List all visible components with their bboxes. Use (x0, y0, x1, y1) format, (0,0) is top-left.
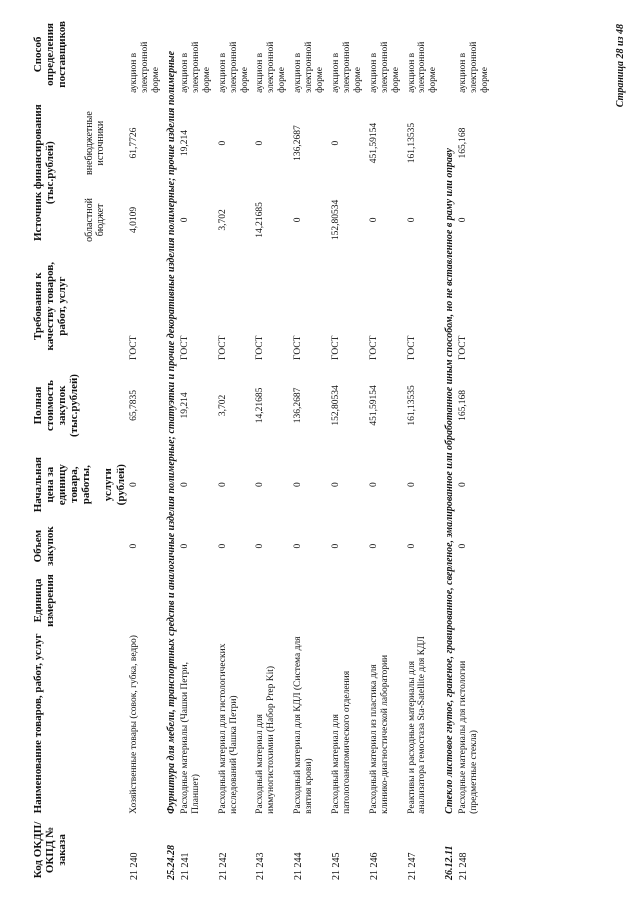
row-total: 3,702 (217, 394, 228, 417)
row-unit (369, 571, 407, 630)
row-regional: 0 (368, 217, 379, 223)
row-total: 152,80534 (330, 385, 341, 426)
table-row (180, 13, 218, 883)
row-unit (180, 571, 218, 630)
row-price: 0 (255, 482, 266, 488)
row-offbudget: 161,13535 (406, 122, 417, 164)
row-requirement: ГОСТ (330, 335, 341, 360)
section-code: 25.24.28 (166, 845, 178, 880)
section-title: Стекло листовое гнутое, граненое, гравированное, сверленое, эмалированное или обработанное иным способом, но не вставленное в раму или оправу (444, 148, 456, 814)
price-header-bottom: услуги (рублей) (102, 464, 127, 506)
col-requirements-header: Требования к качеству товаров, работ, услуг (32, 261, 69, 351)
row-method: аукцион в электронной форме (217, 41, 250, 93)
row-total: 14,21685 (255, 387, 266, 424)
row-unit (255, 571, 293, 630)
col-total-header: Полная стоимость закупок (тыс.рублей) (32, 374, 81, 437)
section-code: 26.12.11 (444, 845, 456, 880)
row-requirement: ГОСТ (457, 335, 468, 360)
row-volume: 0 (457, 543, 468, 549)
row-code: 21 244 (293, 852, 305, 880)
row-code: 21 247 (406, 852, 418, 880)
row-total: 161,13535 (406, 385, 417, 426)
row-price: 0 (406, 482, 417, 488)
row-unit (218, 571, 256, 630)
table-row (331, 13, 369, 883)
table-body (129, 13, 496, 883)
row-price: 0 (179, 482, 190, 488)
row-name: Хозяйственные товары (совок, губка, ведро) (128, 635, 139, 814)
row-regional: 152,80534 (330, 199, 341, 241)
row-regional: 4,0109 (128, 206, 139, 233)
row-name: Расходный материал для КДЛ (Система для взятия крови) (293, 636, 315, 814)
table-row (129, 13, 167, 883)
row-method: аукцион в электронной форме (330, 41, 363, 93)
row-offbudget: 19,214 (179, 130, 190, 157)
row-method: аукцион в электронной форме (457, 41, 490, 93)
row-method: аукцион в электронной форме (368, 41, 401, 93)
table-row (293, 13, 331, 883)
row-requirement: ГОСТ (217, 335, 228, 360)
row-code: 21 246 (368, 852, 380, 880)
row-price: 0 (368, 482, 379, 488)
section-title: Фурнитура для мебели, транспортных средств и аналогичные изделия полимерные; статуэтки и прочие декоративные изделия полимерные; прочие изделия полимерные (166, 50, 178, 814)
table-row (255, 13, 293, 883)
row-method: аукцион в электронной форме (293, 41, 326, 93)
table-row (407, 13, 445, 883)
row-price: 0 (217, 482, 228, 488)
row-volume: 0 (330, 543, 341, 549)
row-regional: 14,21685 (255, 202, 266, 238)
col-regional-header: областной бюджет (83, 198, 106, 242)
row-regional: 0 (457, 217, 468, 223)
row-name: Расходные материалы (Чашки Петри, Планшет) (179, 662, 201, 814)
row-method: аукцион в электронной форме (128, 41, 161, 93)
row-offbudget: 61,7726 (128, 127, 139, 159)
row-regional: 0 (179, 217, 190, 223)
row-requirement: ГОСТ (293, 335, 304, 360)
row-name: Расходный материал для иммуногистохимии (Набор Prep Kit) (255, 665, 277, 814)
row-code: 21 245 (330, 852, 342, 880)
row-unit (331, 571, 369, 630)
col-code-header: Код ОКДП/ ОКПД № заказа (32, 821, 69, 879)
row-regional: 0 (293, 217, 304, 223)
row-unit (293, 571, 331, 630)
table-row (218, 13, 256, 883)
header-row (30, 13, 78, 883)
row-volume: 0 (217, 543, 228, 549)
row-code: 21 243 (255, 852, 267, 880)
row-code: 21 240 (128, 852, 140, 880)
row-price: 0 (293, 482, 304, 488)
row-method: аукцион в электронной форме (406, 41, 439, 93)
procurement-table (30, 13, 496, 883)
row-name: Расходный материал для гистологических исследований (Чашка Петри) (217, 643, 239, 814)
row-code: 21 248 (457, 852, 469, 880)
row-offbudget: 0 (255, 140, 266, 146)
row-offbudget: 136,2687 (293, 125, 304, 161)
row-volume: 0 (128, 543, 139, 549)
row-volume: 0 (179, 543, 190, 549)
row-method: аукцион в электронной форме (255, 41, 288, 93)
row-requirement: ГОСТ (368, 335, 379, 360)
row-price: 0 (330, 482, 341, 488)
row-offbudget: 0 (217, 140, 228, 146)
row-total: 19,214 (179, 392, 190, 419)
row-name: Расходный материал из пластика для клинико-диагностической лаборатории (368, 654, 390, 814)
col-offbudget-header: внебюджетные источники (83, 111, 106, 175)
row-offbudget: 451,59154 (368, 122, 379, 164)
row-volume: 0 (255, 543, 266, 549)
page-number: Страница 28 из 48 (615, 24, 626, 108)
row-total: 136,2687 (293, 387, 304, 424)
row-requirement: ГОСТ (406, 335, 417, 360)
row-volume: 0 (406, 543, 417, 549)
row-total: 451,59154 (368, 385, 379, 426)
table-row (458, 13, 496, 883)
col-method-header: Способ определения поставщиков (32, 21, 69, 88)
row-unit (129, 571, 167, 630)
row-price: 0 (457, 482, 468, 488)
row-name: Реактивы и расходные материалы для анализатора гемостаза Sta-Satellite для КДЛ (406, 636, 428, 814)
table-row (369, 13, 407, 883)
row-name: Расходные материалы для гистологии (предметные стекла) (457, 660, 479, 814)
row-total: 65,7835 (128, 390, 139, 421)
row-method: аукцион в электронной форме (179, 41, 212, 93)
row-code: 21 241 (179, 852, 191, 880)
row-regional: 3,702 (217, 209, 228, 231)
row-price: 0 (128, 482, 139, 488)
row-code: 21 242 (217, 852, 229, 880)
col-source-header: Источник финансирования (тыс.рублей) (32, 104, 57, 241)
col-price-header (30, 448, 129, 521)
col-unit-header: Единица измерения (32, 574, 57, 627)
section-row (166, 13, 180, 883)
row-unit (407, 571, 445, 630)
row-volume: 0 (368, 543, 379, 549)
row-unit (458, 571, 496, 630)
row-requirement: ГОСТ (128, 335, 139, 360)
row-total: 165,168 (457, 390, 468, 421)
price-header-top: Начальная цена за единицу товара, работы, (32, 457, 93, 513)
row-volume: 0 (293, 543, 304, 549)
row-offbudget: 165,168 (457, 127, 468, 159)
col-name-header: Наименование товаров, работ, услуг (32, 633, 44, 814)
col-volume-header: Объем закупок (32, 526, 57, 567)
row-requirement: ГОСТ (255, 335, 266, 360)
row-regional: 0 (406, 217, 417, 223)
section-row (444, 13, 458, 883)
row-name: Расходный материал для патологоанатомического отделения (330, 670, 352, 814)
row-offbudget: 0 (330, 140, 341, 146)
row-requirement: ГОСТ (179, 335, 190, 360)
